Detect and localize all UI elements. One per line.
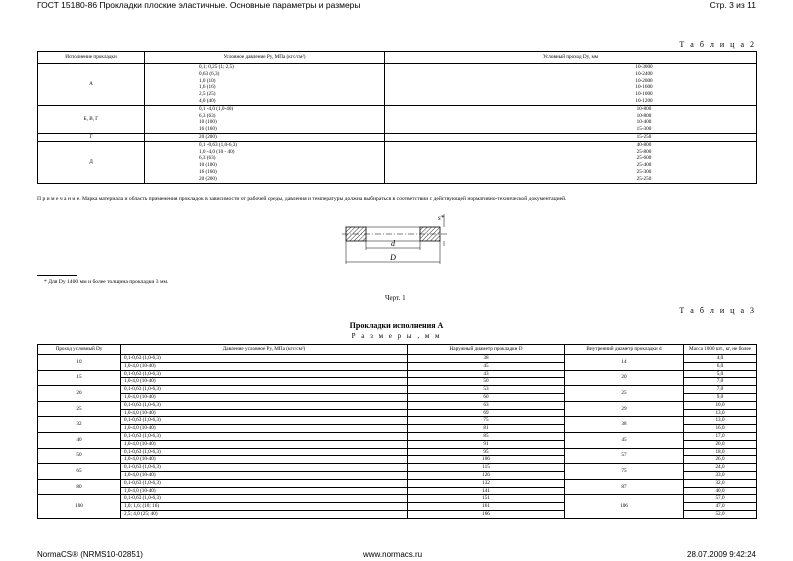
inner-diameter-cell: 45 [565, 432, 684, 448]
dn-value: 10-2400 [635, 70, 653, 77]
pressure-cell [145, 105, 385, 133]
mass-cell: 57,0 [684, 495, 757, 503]
pressure-value: 0,63 (6,3) [199, 70, 220, 77]
pressure-cell: 0,1-0,63 (1,0-6,3) [121, 432, 408, 440]
pressure-cell: 0,1-0,63 (1,0-6,3) [121, 464, 408, 472]
inner-diameter-cell: 75 [565, 464, 684, 480]
inner-diameter-cell: 29 [565, 401, 684, 417]
pressure-cell: 0,1-0,63 (1,0-6,3) [121, 370, 408, 378]
mass-cell: 5,0 [684, 370, 757, 378]
dn-cell [385, 105, 757, 133]
outer-diameter-cell: 126 [408, 471, 565, 479]
gasket-drawing [340, 208, 450, 270]
pressure-cell: 1,0-4,0 (10-40) [121, 456, 408, 464]
inner-diameter-cell: 20 [565, 370, 684, 386]
outer-diameter-cell: 106 [408, 456, 565, 464]
pressure-value: 10 (100) [199, 119, 217, 126]
label-s: s* [438, 214, 445, 222]
pressure-cell: 0,1-0,63 (1,0-6,3) [121, 355, 408, 363]
mass-cell: 6,0 [684, 362, 757, 370]
table-row [38, 417, 757, 425]
outer-diameter-cell: 50 [408, 378, 565, 386]
pressure-value: 20 (200) [199, 175, 217, 182]
pressure-cell: 1,0; 1,6; (10; 16) [121, 503, 408, 511]
pressure-cell: 1,0-4,0 (10-40) [121, 393, 408, 401]
pressure-cell: 0,1-0,63 (1,0-6,3) [121, 386, 408, 394]
dy-cell: 100 [38, 495, 121, 518]
pressure-cell: 1,0-4,0 (10-40) [121, 409, 408, 417]
pressure-cell: 2,5; 4,0 (25; 40) [121, 510, 408, 518]
footer-source: NormaCS® (NRMS10-02851) [37, 550, 143, 559]
outer-diameter-cell: 69 [408, 409, 565, 417]
inner-diameter-cell: 106 [565, 495, 684, 518]
outer-diameter-cell: 141 [408, 487, 565, 495]
pressure-value: 0,1 -4,0 (1,0-40) [199, 105, 234, 112]
footnote-divider [37, 275, 77, 276]
mass-cell: 33,0 [684, 471, 757, 479]
dn-value: 15-250 [636, 133, 652, 140]
dn-value: 10-400 [636, 119, 652, 126]
table-row [38, 64, 757, 106]
table-row [38, 448, 757, 456]
outer-diameter-cell: 43 [408, 370, 565, 378]
table3-header-dy: Проход условный Dy [38, 345, 121, 355]
pressure-value: 0,1 -0,63 (1,0-6,3) [199, 141, 238, 148]
footer-link[interactable]: www.normacs.ru [363, 550, 423, 559]
pressure-value: 20 (200) [199, 133, 217, 140]
mass-cell: 20,0 [684, 440, 757, 448]
table-row [38, 355, 757, 363]
dn-value: 10-800 [636, 112, 652, 119]
table-row [38, 386, 757, 394]
outer-diameter-cell: 60 [408, 393, 565, 401]
pressure-value: 0,1; 0,25 (1; 2,5) [199, 64, 234, 70]
label-d: d [391, 239, 395, 248]
table2-header-type: Исполнение прокладки [38, 52, 145, 64]
dy-cell: 20 [38, 386, 121, 402]
table-row [38, 464, 757, 472]
dy-cell: 50 [38, 448, 121, 464]
table3-header-inner-diameter: Внутренний диаметр прокладки d [565, 345, 684, 355]
mass-cell: 32,0 [684, 479, 757, 487]
table-row [38, 141, 757, 183]
dn-value: 40-800 [636, 141, 652, 148]
footnote: * Для Dy 1400 мм и более толщина прокладки 3 мм. [44, 279, 169, 285]
dy-cell: 32 [38, 417, 121, 433]
mass-cell: 17,0 [684, 432, 757, 440]
table3-header-mass: Масса 1000 шт., кг, не более [684, 345, 757, 355]
pressure-value: 1,6 (16) [199, 84, 216, 91]
dn-value: 10-800 [636, 105, 652, 112]
table-row [38, 495, 757, 503]
mass-cell: 24,0 [684, 464, 757, 472]
dn-value: 10-1600 [635, 84, 653, 91]
table2-label: Т а б л и ц а 2 [679, 40, 756, 49]
dn-value: 10-3000 [635, 64, 653, 70]
mass-cell: 7,0 [684, 378, 757, 386]
pressure-value: 10 (100) [199, 162, 217, 169]
mass-cell: 4,0 [684, 355, 757, 363]
mass-cell: 52,0 [684, 510, 757, 518]
dy-cell: 25 [38, 401, 121, 417]
type-cell: Б, В, Г [38, 105, 145, 133]
table-row [38, 105, 757, 133]
table2-header-pressure: Условное давление Py, МПа (кгс/см²) [145, 52, 385, 64]
dn-value: 25-300 [636, 168, 652, 175]
pressure-cell: 0,1-0,63 (1,0-6,3) [121, 401, 408, 409]
dn-value: 10-1000 [635, 91, 653, 98]
document-title: ГОСТ 15180-86 Прокладки плоские эластичные. Основные параметры и размеры [37, 0, 361, 10]
dn-value: 10-2000 [635, 77, 653, 84]
outer-diameter-cell: 53 [408, 386, 565, 394]
type-cell: Г [38, 133, 145, 141]
type-cell: А [38, 64, 145, 106]
pressure-cell: 0,1-0,63 (1,0-6,3) [121, 417, 408, 425]
table3-label: Т а б л и ц а 3 [679, 306, 756, 315]
pressure-cell: 1,0-4,0 (10-40) [121, 425, 408, 433]
table3-header-pressure: Давление условное Py, МПа (кгс/см²) [121, 345, 408, 355]
inner-diameter-cell: 25 [565, 386, 684, 402]
pressure-cell: 1,0-4,0 (10-40) [121, 378, 408, 386]
dn-value: 25-250 [636, 175, 652, 182]
dy-cell: 10 [38, 355, 121, 371]
outer-diameter-cell: 161 [408, 503, 565, 511]
table3-subtitle: Р а з м е р ы , м м [351, 332, 442, 340]
outer-diameter-cell: 38 [408, 355, 565, 363]
pressure-value: 6,3 (63) [199, 112, 216, 119]
table-row [38, 432, 757, 440]
pressure-cell [145, 133, 385, 141]
pressure-value: 1,0 -4,0 (10 - 40) [199, 148, 235, 155]
outer-diameter-cell: 91 [408, 440, 565, 448]
mass-cell: 7,0 [684, 386, 757, 394]
dy-cell: 80 [38, 479, 121, 495]
gasket-section-left [346, 227, 366, 241]
mass-cell: 18,0 [684, 448, 757, 456]
mass-cell: 9,0 [684, 393, 757, 401]
pressure-cell: 0,1-0,63 (1,0-6,3) [121, 479, 408, 487]
pressure-cell: 1,0-4,0 (10-40) [121, 440, 408, 448]
dn-value: 25-400 [636, 162, 652, 169]
page-number: Стр. 3 из 11 [709, 0, 756, 10]
inner-diameter-cell: 14 [565, 355, 684, 371]
dn-value: 10-1200 [635, 97, 653, 104]
dy-cell: 40 [38, 432, 121, 448]
mass-cell: 13,0 [684, 409, 757, 417]
table3-header-outer-diameter: Наружный диаметр прокладки D [408, 345, 565, 355]
dn-value: 15-300 [636, 126, 652, 133]
pressure-cell: 0,1-0,63 (1,0-6,3) [121, 448, 408, 456]
label-D: D [390, 253, 396, 262]
outer-diameter-cell: 95 [408, 448, 565, 456]
gasket-section-right [420, 227, 440, 241]
pressure-cell [145, 64, 385, 106]
table-row [38, 479, 757, 487]
pressure-value: 2,5 (25) [199, 91, 216, 98]
inner-diameter-cell: 57 [565, 448, 684, 464]
outer-diameter-cell: 115 [408, 464, 565, 472]
outer-diameter-cell: 75 [408, 417, 565, 425]
footer-timestamp: 28.07.2009 9:42:24 [687, 550, 756, 559]
dn-cell [385, 64, 757, 106]
mass-cell: 16,0 [684, 425, 757, 433]
outer-diameter-cell: 81 [408, 425, 565, 433]
pressure-value: 16 (160) [199, 168, 217, 175]
mass-cell: 47,0 [684, 503, 757, 511]
type-cell: Д [38, 141, 145, 183]
table3 [37, 344, 757, 519]
outer-diameter-cell: 63 [408, 401, 565, 409]
table2 [37, 51, 757, 184]
dy-cell: 65 [38, 464, 121, 480]
dn-value: 25-800 [636, 148, 652, 155]
figure-caption: Черт. 1 [385, 294, 406, 302]
pressure-cell: 1,0-4,0 (10-40) [121, 362, 408, 370]
outer-diameter-cell: 166 [408, 510, 565, 518]
pressure-value: 16 (160) [199, 126, 217, 133]
mass-cell: 40,0 [684, 487, 757, 495]
dn-cell [385, 141, 757, 183]
inner-diameter-cell: 87 [565, 479, 684, 495]
outer-diameter-cell: 132 [408, 479, 565, 487]
table-row [38, 370, 757, 378]
table2-header-dn: Условный проход Dy, мм [385, 52, 757, 64]
note: П р и м е ч а н и е. Марка материала и область применения прокладок в зависимости от рабочей среды, давления и температуры должна выбираться в соответствии с действующей нормативно-технической документацией. [37, 196, 567, 202]
table-row [38, 401, 757, 409]
table3-title: Прокладки исполнения А [349, 321, 444, 330]
outer-diameter-cell: 151 [408, 495, 565, 503]
pressure-cell: 1,0-4,0 (10-40) [121, 487, 408, 495]
outer-diameter-cell: 45 [408, 362, 565, 370]
pressure-cell: 1,0-4,0 (10-40) [121, 471, 408, 479]
mass-cell: 26,0 [684, 456, 757, 464]
table-row [38, 133, 757, 141]
dn-cell [385, 133, 757, 141]
pressure-value: 6,3 (63) [199, 155, 216, 162]
inner-diameter-cell: 38 [565, 417, 684, 433]
dy-cell: 15 [38, 370, 121, 386]
dn-value: 25-600 [636, 155, 652, 162]
pressure-cell [145, 141, 385, 183]
mass-cell: 13,0 [684, 417, 757, 425]
pressure-value: 4,0 (40) [199, 97, 216, 104]
mass-cell: 10,0 [684, 401, 757, 409]
pressure-cell: 0,1-0,63 (1,0-6,3) [121, 495, 408, 503]
pressure-value: 1,0 (10) [199, 77, 216, 84]
outer-diameter-cell: 85 [408, 432, 565, 440]
